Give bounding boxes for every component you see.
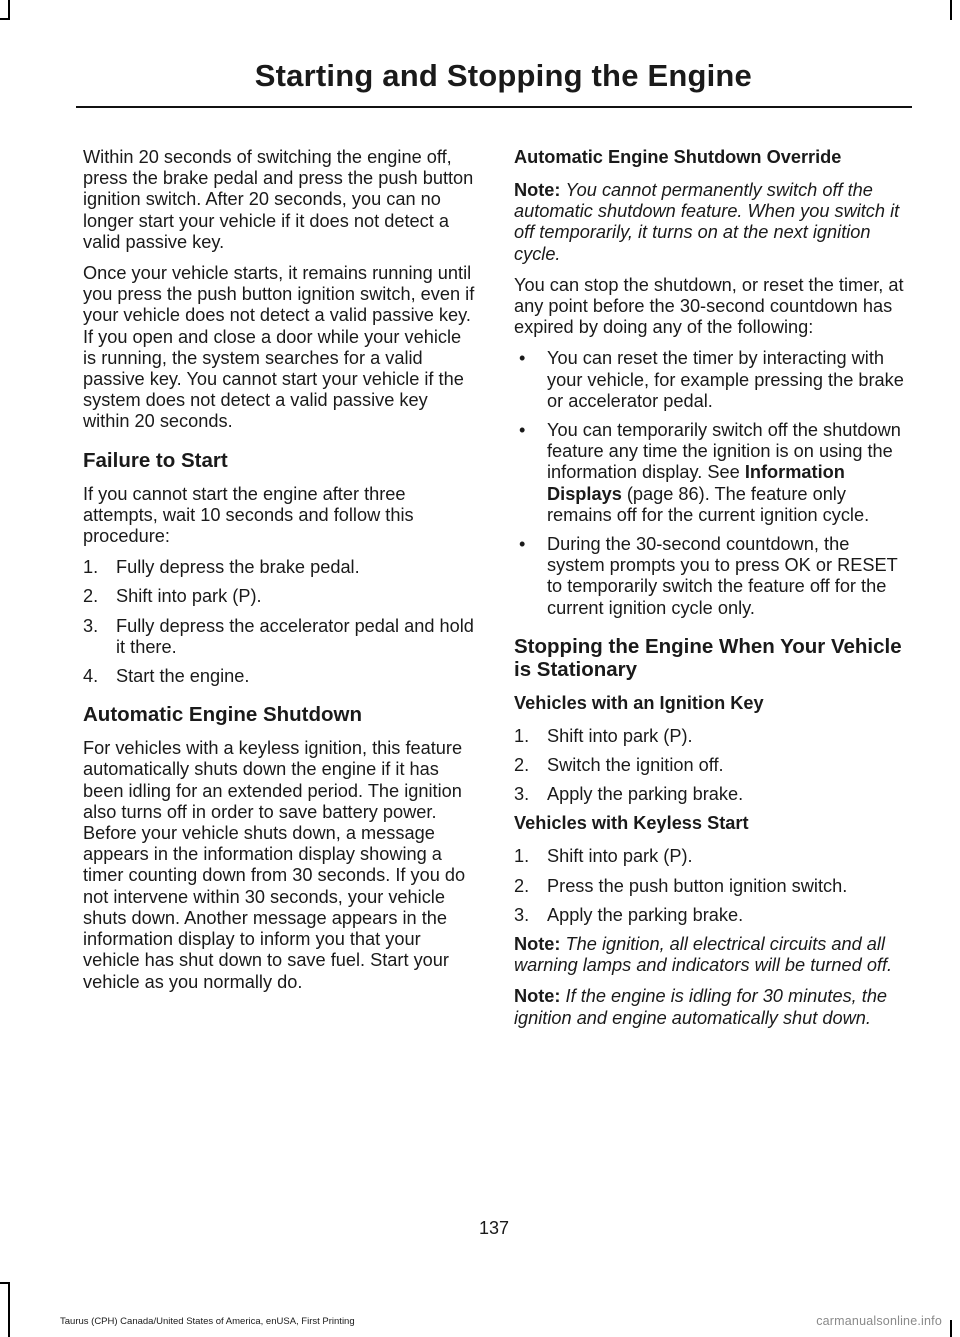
page-title: Starting and Stopping the Engine	[254, 58, 752, 93]
intro-paragraph: Within 20 seconds of switching the engine off, press the brake pedal and press the push button ignition switch. After 20 seconds, you can no longer start your vehicle if it does not detect a valid passive key.	[83, 147, 474, 252]
right-column	[514, 147, 910, 1039]
section-heading-shutdown-override: Automatic Engine Shutdown Override	[514, 147, 842, 167]
list-item: 3. Fully depress the accelerator pedal and hold it there.	[83, 615, 474, 657]
note: Note: The ignition, all electrical circuits and all warning lamps and indicators will be turned off.	[514, 934, 893, 976]
watermark-logo: carmanualsonline.info	[816, 1314, 942, 1328]
note: Note: If the engine is idling for 30 minutes, the ignition and engine automatically shut down.	[514, 986, 888, 1028]
crop-mark	[950, 1320, 952, 1337]
override-paragraph: You can stop the shutdown, or reset the timer, at any point before the 30-second countdown has expired by doing any of the following:	[514, 274, 904, 338]
list-item: 2. Shift into park (P).	[83, 586, 262, 607]
list-item: 2. Press the push button ignition switch.	[514, 875, 848, 896]
override-bullet-list	[514, 348, 910, 618]
list-item: 1. Fully depress the brake pedal.	[83, 557, 360, 578]
crop-mark	[0, 1282, 10, 1284]
left-column	[83, 147, 478, 1003]
subheading-ignition-key: Vehicles with an Ignition Key	[514, 692, 764, 713]
list-item: • During the 30-second countdown, the system prompts you to press OK or RESET to temporarily switch the feature off for the current ignition cycle only.	[519, 534, 898, 618]
failure-paragraph: If you cannot start the engine after three attempts, wait 10 seconds and follow this procedure:	[83, 483, 414, 547]
page-number: 137	[478, 1218, 510, 1238]
list-item: 3. Apply the parking brake.	[514, 904, 744, 925]
crop-mark	[950, 0, 952, 20]
section-heading-failure-to-start: Failure to Start	[83, 448, 228, 472]
header-divider	[76, 106, 912, 108]
list-item: • You can reset the timer by interacting with your vehicle, for example pressing the brake or accelerator pedal.	[519, 348, 904, 411]
list-item: • You can temporarily switch off the shutdown feature any time the ignition is on using the information display. See Information Displays (page 86). The feature only remains off for the current ignition cycle.	[519, 420, 901, 525]
failure-steps-list	[83, 557, 478, 687]
note: Note: You cannot permanently switch off the automatic shutdown feature. When you switch it off temporarily, it turns on at the next ignition cycle.	[514, 180, 900, 264]
intro-paragraph: Once your vehicle starts, it remains running until you press the push button ignition switch, even if your vehicle does not detect a valid passive key. If you open and close a door while your vehicle is running, the system searches for a valid passive key. You cannot start your vehicle if the system does not detect a valid passive key within 20 seconds.	[83, 263, 475, 432]
list-item: 1. Shift into park (P).	[514, 846, 693, 867]
list-item: 1. Shift into park (P).	[514, 725, 693, 746]
shutdown-paragraph: For vehicles with a keyless ignition, this feature automatically shuts down the engine if it has been idling for an extended period. The ignition also turns off in order to save battery power. Before your vehicle shuts down, a message appears in the information display showing a timer counting down from 30 seconds. If you do not intervene within 30 seconds, your vehicle shuts down. Another message appears in the information display to inform you that your vehicle has shut down to save fuel. Start your vehicle as you normally do.	[83, 738, 466, 992]
crop-mark	[8, 0, 10, 20]
crop-mark	[0, 18, 10, 20]
list-item: 3. Apply the parking brake.	[514, 784, 744, 805]
subheading-keyless-start: Vehicles with Keyless Start	[514, 813, 749, 834]
list-item: 4. Start the engine.	[83, 666, 250, 687]
crop-mark	[8, 1282, 10, 1337]
keyless-steps-list	[514, 846, 910, 926]
list-item: 2. Switch the ignition off.	[514, 755, 724, 776]
information-displays-link[interactable]: Information Displays	[547, 462, 845, 504]
ignition-key-steps-list	[514, 726, 910, 806]
section-heading-stopping-engine: Stopping the Engine When Your Vehicle is Stationary	[514, 634, 902, 681]
section-heading-automatic-shutdown: Automatic Engine Shutdown	[83, 703, 363, 727]
footer-text: Taurus (CPH) Canada/United States of America, enUSA, First Printing	[60, 1316, 355, 1327]
